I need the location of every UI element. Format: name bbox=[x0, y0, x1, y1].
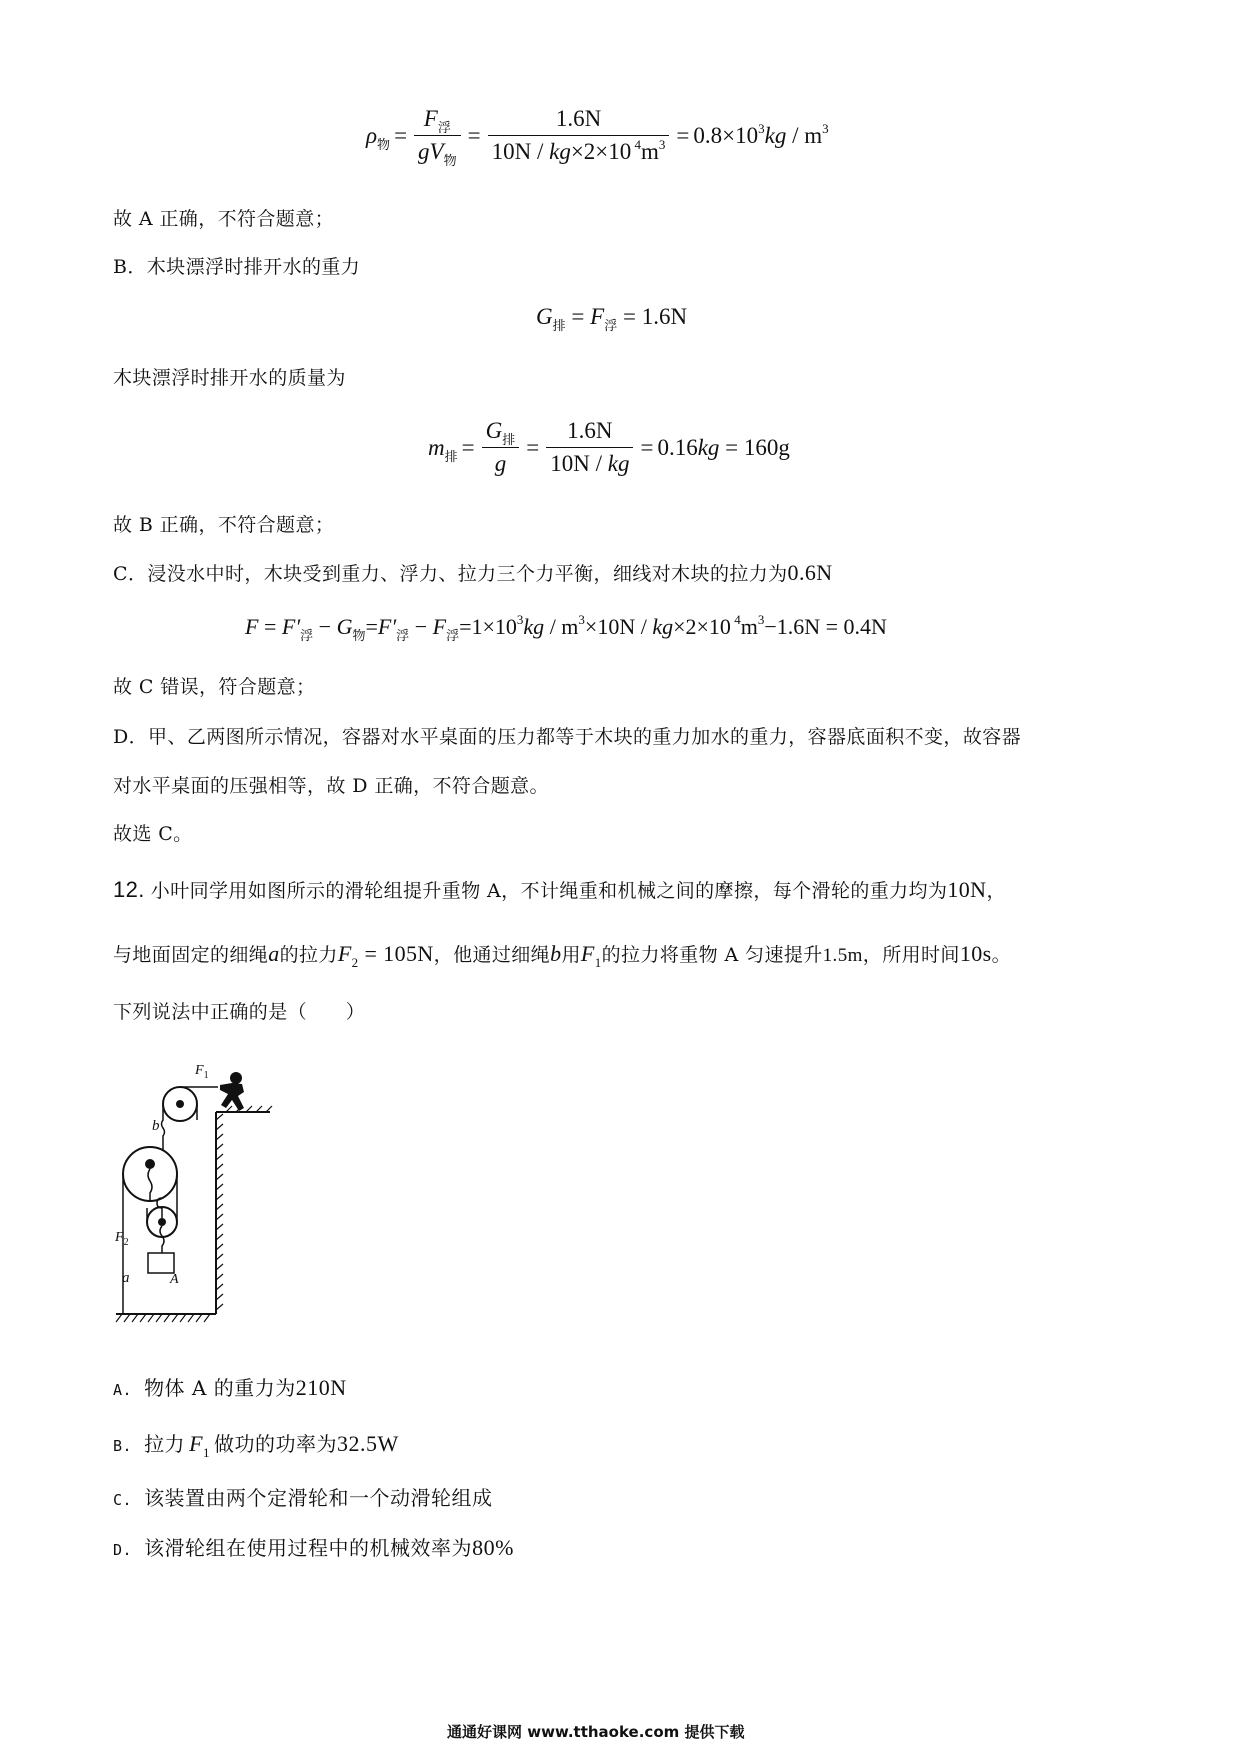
small-pulley-axle bbox=[158, 1218, 166, 1226]
mass-intro: 木块漂浮时排开水的质量为 bbox=[113, 367, 346, 389]
conclusion-a: 故 A 正确，不符合题意； bbox=[113, 208, 335, 230]
option-b-intro: B．木块漂浮时排开水的重力 bbox=[113, 256, 361, 278]
option-d-line-2: 对水平桌面的压强相等，故 D 正确，不符合题意。 bbox=[113, 775, 549, 797]
option-c-intro: C．浸没水中时，木块受到重力、浮力、拉力三个力平衡，细线对木块的拉力为0.6N bbox=[113, 560, 833, 585]
question-12-line-1: 12. 小叶同学用如图所示的滑轮组提升重物 A，不计绳重和机械之间的摩擦，每个滑轮的重力均为10N， bbox=[113, 877, 1006, 902]
pulley-figure bbox=[110, 1050, 280, 1330]
conclusion-b: 故 B 正确，不符合题意； bbox=[113, 514, 335, 536]
equation-density: $\rho_物$ = $\frac{F_浮}{gV_物}$ = $\frac{1.6N}{10N / kg\times 2\times 10 ^4m^3}$ = $0.8\times 10^3kg / m^3$ bbox=[366, 106, 829, 168]
footer-source: 通通好课网 www.tthaoke.com 提供下载 bbox=[447, 1723, 745, 1741]
equation-displaced-mass: $m_排$ = $\frac{G_排}{g}$ = $\frac{1.6N}{10N / kg}$ = 0.16kg = 160g bbox=[428, 418, 790, 476]
figure-label-f2: $F_2$ bbox=[115, 1230, 129, 1248]
option-d-line-1: D．甲、乙两图所示情况，容器对水平桌面的压力都等于木块的重力加水的重力，容器底面积不变，故容器 bbox=[113, 726, 1022, 748]
question-12-line-3: 下列说法中正确的是（ ） bbox=[113, 1001, 366, 1023]
figure-label-box: A bbox=[170, 1272, 179, 1287]
question-12-line-2: 与地面固定的细绳a的拉力$F_2 = 105N$，他通过细绳b用$F_1$的拉力将重物 A 匀速提升1.5m，所用时间10s。 bbox=[113, 941, 1011, 970]
wall-hatching bbox=[216, 1114, 223, 1310]
conclusion-c: 故 C 错误，符合题意； bbox=[113, 676, 316, 698]
figure-label-f1: $F_1$ bbox=[195, 1063, 209, 1081]
figure-label-a: a bbox=[122, 1270, 130, 1286]
choice-d[interactable]: D. 该滑轮组在使用过程中的机械效率为80% bbox=[113, 1535, 514, 1560]
choice-a[interactable]: A. 物体 A 的重力为210N bbox=[113, 1375, 347, 1400]
weight-box bbox=[148, 1253, 174, 1273]
middle-pulley-axle bbox=[145, 1159, 155, 1169]
ground-hatching bbox=[116, 1314, 210, 1322]
hook-box bbox=[160, 1226, 164, 1253]
equation-tension: $F = F'_浮 - G_物=F'_浮 - F_浮=1\times 10^3kg / m^3\times 10N / kg\times 2\times 10$ $^4m^3-1.6N = 0.4N$ bbox=[245, 612, 887, 643]
answer-line: 故选 C。 bbox=[113, 823, 193, 845]
hook-middle bbox=[148, 1169, 152, 1200]
figure-label-b: b bbox=[152, 1118, 160, 1134]
equation-displaced-weight: $G_排 = F_浮 = 1.6N$ bbox=[536, 304, 688, 333]
choice-c[interactable]: C. 该装置由两个定滑轮和一个动滑轮组成 bbox=[113, 1486, 493, 1510]
top-pulley-axle bbox=[176, 1100, 184, 1108]
choice-b[interactable]: B. 拉力 $F_1$ 做功的功率为32.5W bbox=[113, 1431, 399, 1460]
man-icon bbox=[220, 1072, 244, 1111]
